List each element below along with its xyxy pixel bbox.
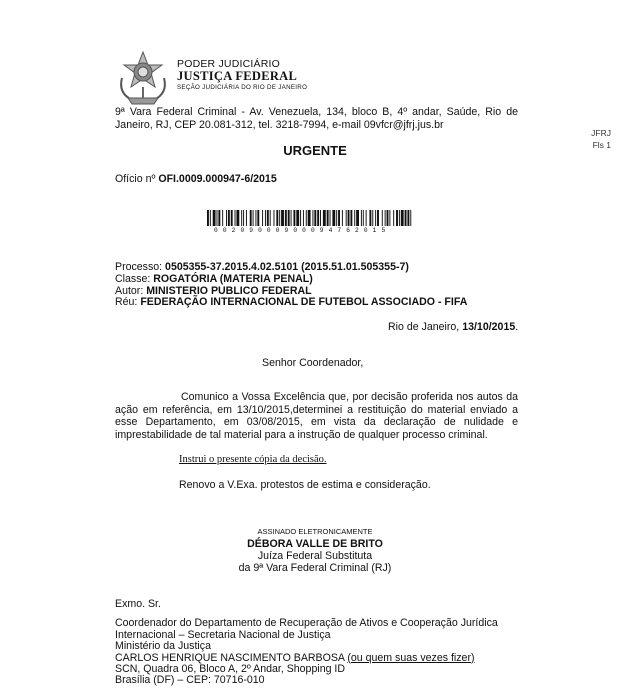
recipient-line1: Coordenador do Departamento de Recuperação de Ativos e Cooperação Jurídica bbox=[115, 617, 498, 630]
recipient-line3: Ministério da Justiça bbox=[115, 640, 211, 653]
barcode-bar bbox=[293, 210, 295, 226]
oficio-number: OFI.0009.000947-6/2015 bbox=[158, 173, 277, 185]
header-poder-judiciario: PODER JUDICIÁRIO bbox=[177, 58, 280, 70]
reu-label: Réu: bbox=[115, 296, 141, 309]
barcode-bar bbox=[348, 210, 350, 226]
barcode-bar bbox=[317, 210, 319, 226]
recipient-block bbox=[115, 599, 498, 687]
renovo-line: Renovo a V.Exa. protestos de estima e consideração. bbox=[179, 479, 431, 491]
barcode-bar bbox=[385, 210, 386, 226]
barcode-bar bbox=[226, 210, 227, 226]
barcode-bar bbox=[407, 210, 409, 226]
barcode-bar bbox=[342, 210, 343, 226]
barcode-bar bbox=[387, 210, 389, 226]
barcode-bar bbox=[207, 210, 209, 226]
barcode-bar bbox=[312, 210, 313, 226]
barcode-bar bbox=[270, 210, 271, 226]
reu-line bbox=[115, 297, 467, 309]
recipient-name: CARLOS HENRIQUE NASCIMENTO BARBOSA bbox=[115, 651, 348, 664]
barcode-bar bbox=[399, 210, 400, 226]
recipient-line2: Internacional – Secretaria Nacional de Justiça bbox=[115, 628, 331, 641]
signer-name: DÉBORA VALLE DE BRITO bbox=[247, 538, 383, 550]
barcode-bar bbox=[255, 210, 256, 226]
barcode-bar bbox=[332, 210, 335, 226]
autor-value: MINISTERIO PUBLICO FEDERAL bbox=[146, 284, 312, 297]
court-address: 9ª Vara Federal Criminal - Av. Venezuela, 134, bloco B, 4º andar, Saúde, Rio de Janeiro, RJ, CEP 20.081-312, tel. 3218-7994, e-mail 09vfcr@jfrj.jus.br bbox=[115, 106, 518, 131]
classe-label: Classe: bbox=[115, 272, 154, 285]
barcode-bar bbox=[253, 210, 254, 226]
date-end: . bbox=[515, 321, 519, 333]
barcode-bar bbox=[279, 210, 280, 226]
oficio-line bbox=[115, 173, 277, 185]
signer-role: Juíza Federal Substituta bbox=[257, 550, 373, 562]
barcode-bar bbox=[291, 210, 292, 226]
barcode-bar bbox=[250, 210, 252, 226]
recipient-address1: SCN, Quadra 06, Bloco A, 2º Andar, Shopping ID bbox=[115, 663, 346, 676]
barcode-bar bbox=[372, 210, 373, 226]
signature-block bbox=[215, 526, 415, 574]
barcode-bar bbox=[281, 210, 284, 226]
barcode-bar bbox=[218, 210, 220, 226]
barcode-bar bbox=[410, 210, 411, 226]
barcode-bar bbox=[401, 210, 404, 226]
salutation: Senhor Coordenador, bbox=[262, 357, 364, 369]
barcode-bar bbox=[356, 210, 359, 226]
processo-label: Processo: bbox=[115, 261, 166, 273]
barcode-bar bbox=[346, 210, 347, 226]
header-secao-judiciaria: SEÇÃO JUDICIÁRIA DO RIO DE JANEIRO bbox=[177, 84, 308, 91]
barcode-bar bbox=[267, 210, 269, 226]
barcode-bar bbox=[296, 210, 299, 226]
barcode-bar bbox=[350, 210, 352, 226]
barcode-bar bbox=[320, 210, 321, 226]
signed-electronically: ASSINADO ELETRONICAMENTE bbox=[257, 527, 373, 536]
barcode-bar bbox=[274, 210, 275, 226]
barcode-bar bbox=[336, 210, 337, 226]
barcode-bar bbox=[285, 210, 287, 226]
recipient-alt: (ou quem suas vezes fizer) bbox=[347, 651, 475, 664]
classe-value: ROGATÓRIA (MATERIA PENAL) bbox=[153, 272, 313, 285]
barcode-bar bbox=[366, 210, 367, 226]
barcode-bar bbox=[393, 210, 394, 226]
barcode-number: 00209000900094762015 bbox=[214, 227, 391, 234]
processo-value: 0505355-37.2015.4.02.5101 (2015.51.01.505355-7) bbox=[165, 261, 409, 273]
body-paragraph-text: Comunico a Vossa Excelência que, por decisão proferida nos autos da ação em referência, em 13/10/2015,determinei a restituição do material enviado a esse Departamento, em 03/08/2015, em vista da declaração de nulidade e imprestabilidade de tal material para a instrução de qualquer processo criminal. bbox=[115, 391, 518, 441]
date-place: Rio de Janeiro, bbox=[388, 321, 463, 333]
barcode-bar bbox=[338, 210, 340, 226]
barcode-bar bbox=[314, 210, 316, 226]
barcode-bar bbox=[213, 210, 216, 226]
barcode-bar bbox=[396, 210, 398, 226]
barcode-bar bbox=[354, 210, 355, 226]
side-stamp-page: Fls 1 bbox=[592, 140, 611, 150]
barcode-bar bbox=[257, 210, 259, 226]
barcode-bar bbox=[363, 210, 364, 226]
barcode-bar bbox=[330, 210, 331, 226]
barcode-bar bbox=[327, 210, 329, 226]
coat-of-arms-crest-icon bbox=[114, 48, 172, 108]
recipient-address2: Brasília (DF) – CEP: 70716-010 bbox=[115, 674, 265, 687]
urgent-label: URGENTE bbox=[283, 143, 347, 158]
barcode-bar bbox=[389, 210, 390, 226]
barcode-bar bbox=[308, 210, 311, 226]
side-stamp-org: JFRJ bbox=[591, 128, 611, 138]
barcode-bar bbox=[382, 210, 383, 226]
oficio-label: Ofício nº bbox=[115, 173, 159, 185]
process-block bbox=[115, 262, 467, 309]
date-value: 13/10/2015 bbox=[462, 321, 516, 333]
barcode-bar bbox=[288, 210, 290, 226]
barcode-bar bbox=[375, 210, 376, 226]
barcode-bar bbox=[235, 210, 236, 226]
barcode-bar bbox=[243, 210, 244, 226]
body-paragraph bbox=[115, 391, 518, 441]
barcode-bar bbox=[228, 210, 230, 226]
signer-court: da 9ª Vara Federal Criminal (RJ) bbox=[238, 562, 392, 574]
barcode-bar bbox=[369, 210, 371, 226]
reu-value: FEDERAÇÃO INTERNACIONAL DE FUTEBOL ASSOCIADO - FIFA bbox=[140, 296, 468, 309]
barcode-bar bbox=[300, 210, 301, 226]
recipient-greeting: Exmo. Sr. bbox=[115, 598, 161, 610]
barcode-bar bbox=[405, 210, 407, 226]
barcode-bar bbox=[236, 210, 239, 226]
header-justica-federal: JUSTIÇA FEDERAL bbox=[177, 69, 298, 83]
barcode-bar bbox=[210, 210, 211, 226]
barcode-bar bbox=[306, 210, 307, 226]
barcode-bar bbox=[246, 210, 247, 226]
barcode-bar bbox=[377, 210, 379, 226]
date-line bbox=[388, 321, 518, 333]
barcode-bar bbox=[231, 210, 233, 226]
barcode-bar bbox=[265, 210, 266, 226]
autor-label: Autor: bbox=[115, 284, 147, 297]
barcode-bar bbox=[262, 210, 263, 226]
barcode-bar bbox=[276, 210, 278, 226]
instrui-line: Instrui o presente cópia da decisão. bbox=[179, 454, 327, 465]
barcode-bar bbox=[303, 210, 304, 226]
barcode-bar bbox=[241, 210, 242, 226]
barcode-bar bbox=[217, 210, 218, 226]
barcode-bar bbox=[222, 210, 223, 226]
barcode-bar bbox=[323, 210, 326, 226]
barcode-bar bbox=[361, 210, 362, 226]
